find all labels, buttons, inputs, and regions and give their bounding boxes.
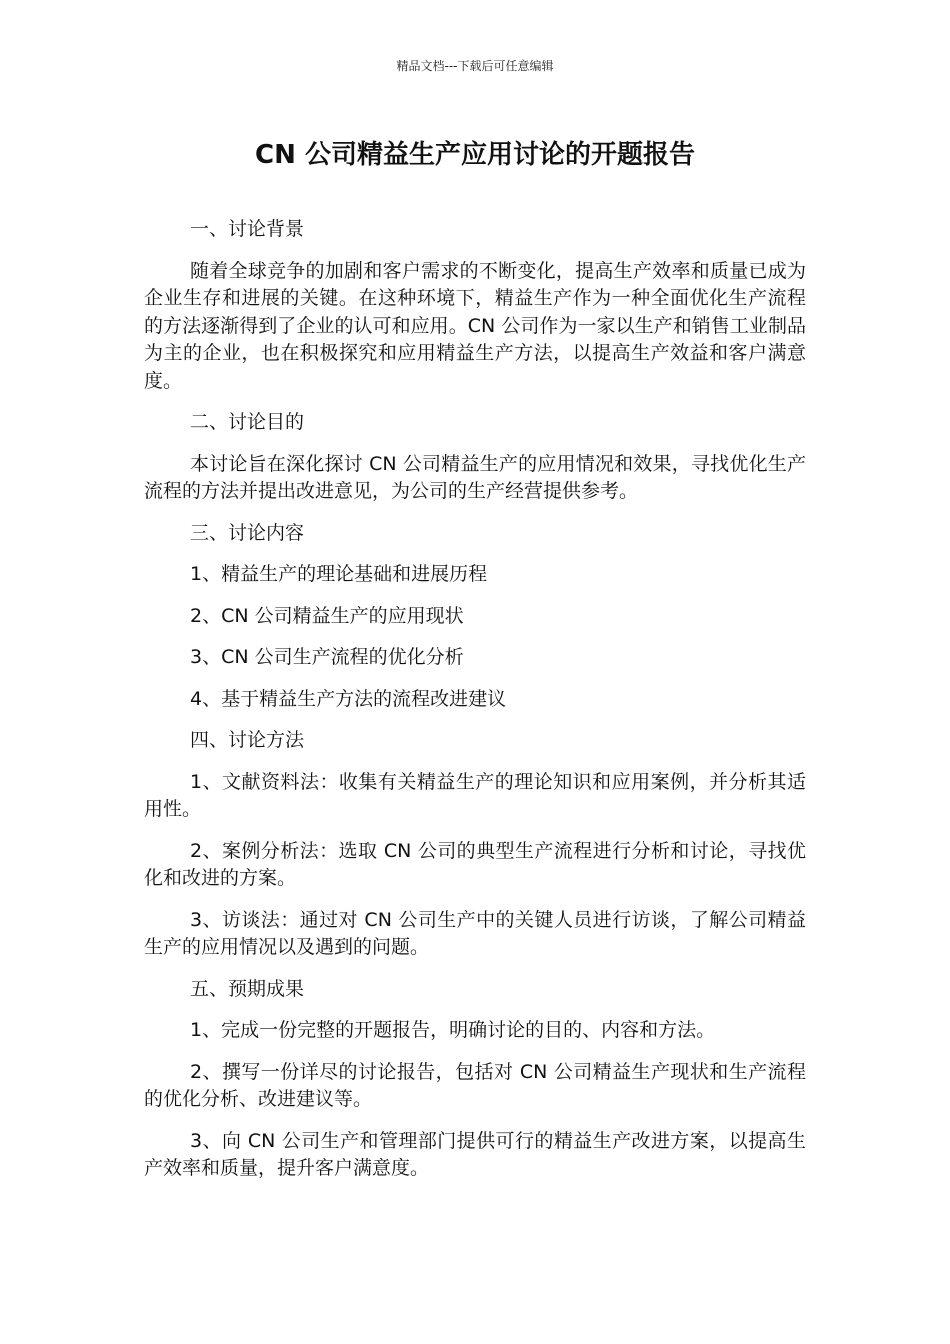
method-item-3: 3、访谈法：通过对 CN 公司生产中的关键人员进行访谈，了解公司精益生产的应用情况以及遇到的问题。 <box>144 908 806 958</box>
outcome-item-1: 1、完成一份完整的开题报告，明确讨论的目的、内容和方法。 <box>190 1019 716 1041</box>
document-title: CN 公司精益生产应用讨论的开题报告 <box>255 140 695 170</box>
section-heading-content: 三、讨论内容 <box>190 521 305 544</box>
content-item-3: 3、CN 公司生产流程的优化分析 <box>190 646 464 668</box>
method-item-2: 2、案例分析法：选取 CN 公司的典型生产流程进行分析和讨论，寻找优化和改进的方案。 <box>144 839 806 889</box>
paragraph-background: 随着全球竞争的加剧和客户需求的不断变化，提高生产效率和质量已成为企业生存和进展的关键。在这种环境下，精益生产作为一种全面优化生产流程的方法逐渐得到了企业的认可和应用。CN 公司作为一家以生产和销售工业制品为主的企业，也在积极探究和应用精益生产方法，以提高生产效益和客户满意度。 <box>144 259 806 392</box>
content-item-4: 4、基于精益生产方法的流程改进建议 <box>190 687 507 710</box>
section-heading-method: 四、讨论方法 <box>190 729 305 751</box>
method-item-1: 1、文献资料法：收集有关精益生产的理论知识和应用案例，并分析其适用性。 <box>144 770 806 820</box>
content-item-2: 2、CN 公司精益生产的应用现状 <box>190 604 464 627</box>
content-item-1: 1、精益生产的理论基础和进展历程 <box>190 563 488 585</box>
section-heading-background: 一、讨论背景 <box>190 218 305 240</box>
paragraph-purpose: 本讨论旨在深化探讨 CN 公司精益生产的应用情况和效果，寻找优化生产流程的方法并提出改进意见，为公司的生产经营提供参考。 <box>144 452 806 502</box>
page-header: 精品文档---下载后可任意编辑 <box>396 59 554 73</box>
document-body <box>144 216 806 1197</box>
outcome-item-2: 2、撰写一份详尽的讨论报告，包括对 CN 公司精益生产现状和生产流程的优化分析、改进建议等。 <box>144 1060 806 1110</box>
outcome-item-3: 3、向 CN 公司生产和管理部门提供可行的精益生产改进方案，以提高生产效率和质量，提升客户满意度。 <box>144 1129 806 1179</box>
section-heading-outcomes: 五、预期成果 <box>190 977 305 1000</box>
section-heading-purpose: 二、讨论目的 <box>190 411 305 433</box>
